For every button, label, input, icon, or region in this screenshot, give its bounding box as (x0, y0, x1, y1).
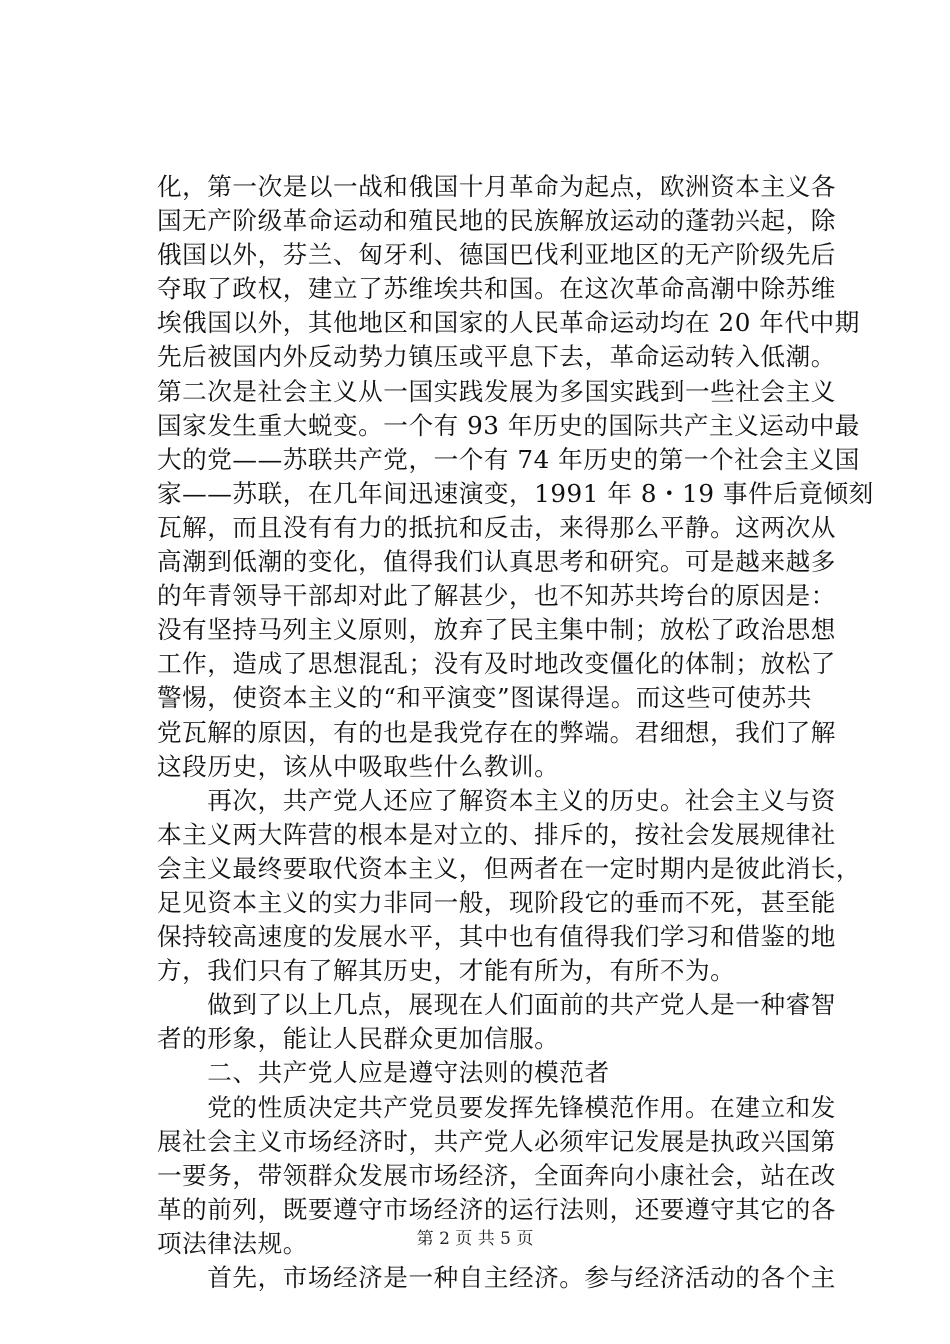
text-line: 家——苏联，在几年间迅速演变，1991 年 8・19 事件后竟倾刻 (157, 478, 874, 508)
section-heading: 二、共产党人应是遵守法则的模范者 (157, 1058, 610, 1088)
text-line: 大的党——苏联共产党，一个有 74 年历史的第一个社会主义国 (157, 444, 860, 474)
text-line: 者的形象，能让人民群众更加信服。 (157, 1024, 560, 1054)
text-line: 展社会主义市场经济时，共产党人必须牢记发展是执政兴国第 (157, 1126, 836, 1156)
text-line: 会主义最终要取代资本主义，但两者在一定时期内是彼此消长， (157, 853, 862, 883)
text-line: 国无产阶级革命运动和殖民地的民族解放运动的蓬勃兴起，除 (157, 206, 836, 236)
text-line: 瓦解，而且没有有力的抵抗和反击，来得那么平静。这两次从 (157, 512, 836, 542)
text-line: 足见资本主义的实力非同一般，现阶段它的垂而不死，甚至能 (157, 887, 836, 917)
text-line: 本主义两大阵营的根本是对立的、排斥的，按社会发展规律社 (157, 819, 836, 849)
text-line: 党瓦解的原因，有的也是我党存在的弊端。君细想，我们了解 (157, 717, 836, 747)
text-line: 埃俄国以外，其他地区和国家的人民革命运动均在 20 年代中期 (157, 308, 860, 338)
text-line: 项法律法规。 (157, 1228, 308, 1258)
text-line: 国家发生重大蜕变。一个有 93 年历史的国际共产主义运动中最 (157, 410, 860, 440)
text-line: 这段历史，该从中吸取些什么教训。 (157, 751, 560, 781)
text-line: 第二次是社会主义从一国实践发展为多国实践到一些社会主义 (157, 376, 836, 406)
text-line: 再次，共产党人还应了解资本主义的历史。社会主义与资 (157, 785, 836, 815)
page-number: 第 2 页 共 5 页 (416, 1229, 534, 1249)
text-line: 方，我们只有了解其历史，才能有所为，有所不为。 (157, 956, 736, 986)
text-line: 俄国以外，芬兰、匈牙利、德国巴伐利亚地区的无产阶级先后 (157, 240, 836, 270)
text-line: 保持较高速度的发展水平，其中也有值得我们学习和借鉴的地 (157, 922, 836, 952)
text-line: 先后被国内外反动势力镇压或平息下去，革命运动转入低潮。 (157, 342, 836, 372)
text-line: 警惕，使资本主义的“和平演变”图谋得逞。而这些可使苏共 (157, 683, 812, 713)
body-text (157, 170, 874, 1295)
text-line: 一要务，带领群众发展市场经济，全面奔向小康社会，站在改 (157, 1160, 836, 1190)
text-line: 工作，造成了思想混乱；没有及时地改变僵化的体制；放松了 (157, 649, 836, 679)
text-line: 做到了以上几点，展现在人们面前的共产党人是一种睿智 (157, 990, 836, 1020)
text-line: 党的性质决定共产党员要发挥先锋模范作用。在建立和发 (157, 1092, 836, 1122)
text-line: 革的前列，既要遵守市场经济的运行法则，还要遵守其它的各 (157, 1194, 836, 1224)
page-footer (0, 1227, 950, 1251)
text-line: 的年青领导干部却对此了解甚少，也不知苏共垮台的原因是： (157, 581, 836, 611)
text-line: 首先，市场经济是一种自主经济。参与经济活动的各个主 (157, 1263, 836, 1292)
text-line: 夺取了政权，建立了苏维埃共和国。在这次革命高潮中除苏维 (157, 274, 836, 304)
text-line: 高潮到低潮的变化，值得我们认真思考和研究。可是越来越多 (157, 547, 836, 577)
text-line: 化，第一次是以一战和俄国十月革命为起点，欧洲资本主义各 (157, 172, 836, 201)
text-line: 没有坚持马列主义原则，放弃了民主集中制；放松了政治思想 (157, 615, 836, 645)
